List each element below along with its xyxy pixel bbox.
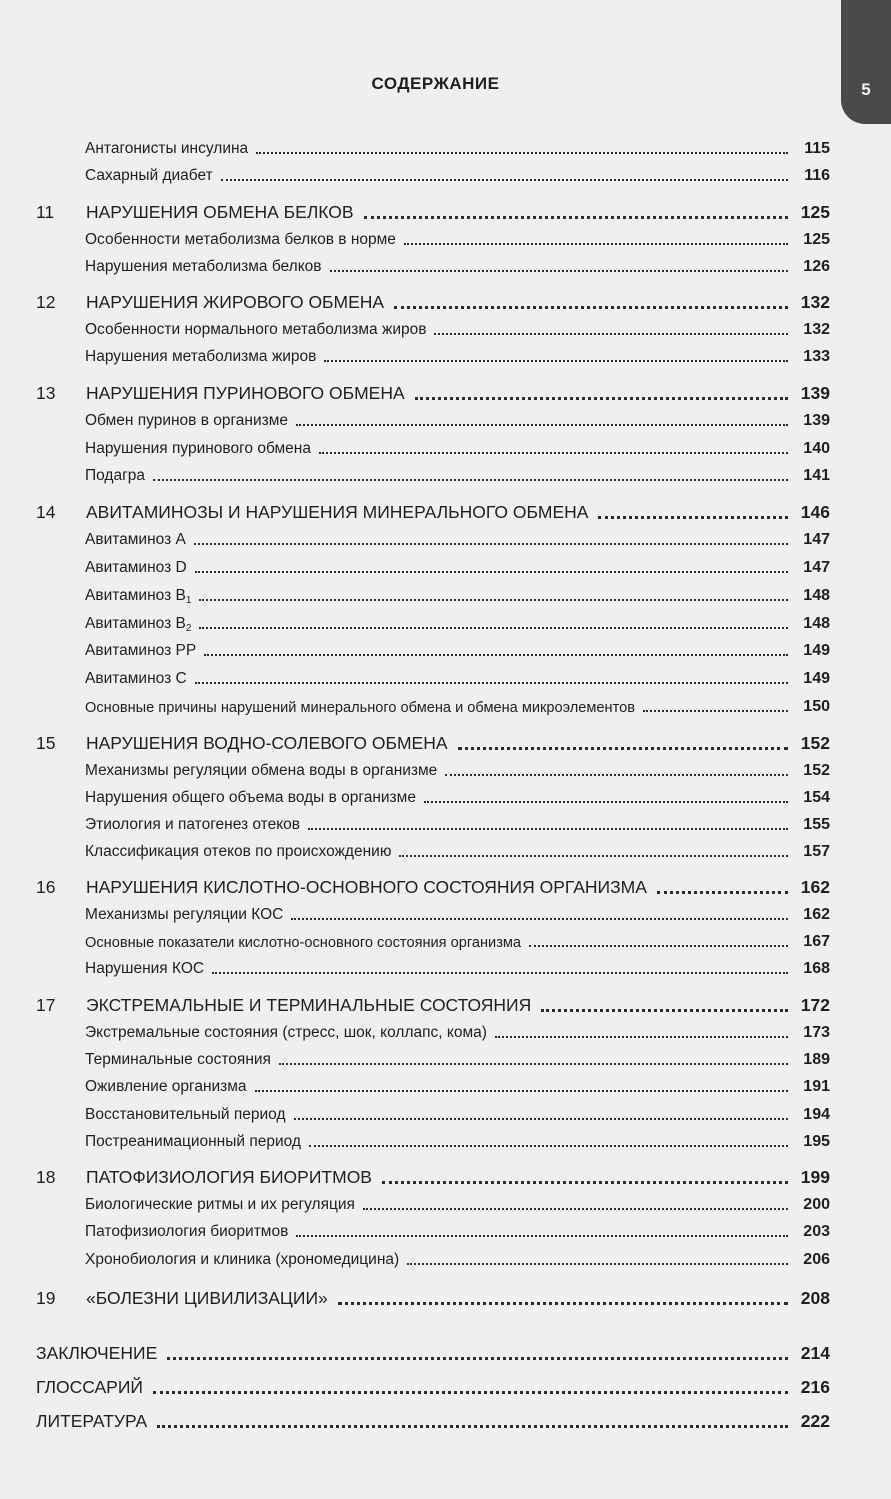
toc-subentry[interactable] <box>85 933 830 951</box>
dot-leader <box>194 543 788 545</box>
entry-page: 150 <box>803 698 830 715</box>
dot-leader <box>279 1063 788 1065</box>
entry-label: Нарушения пуринового обмена <box>85 440 311 457</box>
dot-leader <box>212 972 788 974</box>
entry-page: 149 <box>803 670 830 687</box>
toc-backmatter-literature[interactable] <box>36 1411 830 1432</box>
entry-page: 148 <box>803 615 830 632</box>
entry-label: Экстремальные состояния (стресс, шок, коллапс, кома) <box>85 1024 487 1041</box>
chapter-number: 16 <box>36 877 56 897</box>
chapter-title: ПАТОФИЗИОЛОГИЯ БИОРИТМОВ <box>86 1167 372 1187</box>
toc-subentry[interactable] <box>85 587 830 605</box>
dot-leader <box>296 424 788 426</box>
dot-leader <box>153 479 788 481</box>
dot-leader <box>296 1235 788 1237</box>
chapter-number: 19 <box>36 1288 56 1308</box>
chapter-number: 12 <box>36 292 56 312</box>
toc-chapter[interactable] <box>36 1288 830 1309</box>
entry-label: Нарушения КОС <box>85 960 205 977</box>
entry-label: Постреанимационный период <box>85 1133 301 1150</box>
toc-subentry[interactable] <box>85 698 830 716</box>
dot-leader <box>363 1208 788 1210</box>
entry-label: Особенности метаболизма белков в норме <box>85 231 396 248</box>
entry-label: Особенности нормального метаболизма жиров <box>85 321 427 338</box>
entry-label: Механизмы регуляции обмена воды в организме <box>85 762 438 779</box>
entry-page: 149 <box>803 642 830 659</box>
entry-label: Нарушения метаболизма жиров <box>85 348 317 365</box>
toc-subentry[interactable] <box>85 231 830 249</box>
dot-leader <box>195 571 788 573</box>
toc-subentry[interactable] <box>85 1251 830 1269</box>
dot-leader <box>415 397 788 400</box>
entry-label: Этиология и патогенез отеков <box>85 816 301 833</box>
toc-subentry[interactable] <box>85 1024 830 1042</box>
dot-leader <box>434 333 788 335</box>
chapter-title: ЭКСТРЕМАЛЬНЫЕ И ТЕРМИНАЛЬНЫЕ СОСТОЯНИЯ <box>86 995 532 1015</box>
dot-leader <box>424 801 788 803</box>
toc-subentry[interactable] <box>85 321 830 339</box>
entry-label: Сахарный диабет <box>85 167 213 184</box>
entry-label: Авитаминоз $B_2$ <box>85 615 192 634</box>
chapter-title: НАРУШЕНИЯ КИСЛОТНО-ОСНОВНОГО СОСТОЯНИЯ ОРГАНИЗМА <box>86 877 647 897</box>
toc-chapter[interactable] <box>36 292 830 313</box>
entry-label: Оживление организма <box>85 1078 247 1095</box>
entry-page: 191 <box>803 1078 830 1095</box>
entry-label: Патофизиология биоритмов <box>85 1223 289 1240</box>
chapter-page: 125 <box>800 202 830 222</box>
subscript: 2 <box>185 623 192 634</box>
toc-subentry[interactable] <box>85 140 830 158</box>
dot-leader <box>167 1357 788 1360</box>
dot-leader <box>495 1036 788 1038</box>
entry-page: 148 <box>803 587 830 604</box>
entry-page: 133 <box>803 348 830 365</box>
toc-subentry[interactable] <box>85 440 830 458</box>
entry-page: 152 <box>803 762 830 779</box>
entry-label: ЗАКЛЮЧЕНИЕ <box>36 1343 158 1363</box>
toc-backmatter-conclusion[interactable] <box>36 1343 830 1364</box>
entry-page: 155 <box>803 816 830 833</box>
chapter-title: АВИТАМИНОЗЫ И НАРУШЕНИЯ МИНЕРАЛЬНОГО ОБМЕНА <box>86 502 589 522</box>
entry-label: ЛИТЕРАТУРА <box>36 1411 148 1431</box>
dot-leader <box>199 599 788 601</box>
toc-chapter[interactable] <box>36 383 830 404</box>
toc-subentry[interactable] <box>85 348 830 366</box>
entry-page: 173 <box>803 1024 830 1041</box>
dot-leader <box>153 1391 788 1394</box>
entry-page: 167 <box>803 933 830 950</box>
toc-subentry[interactable] <box>85 531 830 549</box>
entry-label: Антагонисты инсулина <box>85 140 249 157</box>
entry-page: 222 <box>800 1411 830 1431</box>
toc-subentry[interactable] <box>85 1196 830 1214</box>
toc-backmatter-glossary[interactable] <box>36 1377 830 1398</box>
entry-page: 195 <box>803 1133 830 1150</box>
dot-leader <box>399 855 788 857</box>
dot-leader <box>324 360 788 362</box>
chapter-page: 152 <box>800 733 830 753</box>
chapter-number: 18 <box>36 1167 56 1187</box>
entry-page: 203 <box>803 1223 830 1240</box>
toc-subentry[interactable] <box>85 258 830 276</box>
entry-page: 214 <box>800 1343 830 1363</box>
chapter-title: НАРУШЕНИЯ ВОДНО-СОЛЕВОГО ОБМЕНА <box>86 733 448 753</box>
entry-label: Авитаминоз PP <box>85 642 197 659</box>
dot-leader <box>157 1425 788 1428</box>
entry-page: 216 <box>800 1377 830 1397</box>
entry-page: 115 <box>804 140 830 157</box>
entry-label: Терминальные состояния <box>85 1051 271 1068</box>
entry-label: Нарушения метаболизма белков <box>85 258 322 275</box>
dot-leader <box>330 270 788 272</box>
dot-leader <box>541 1009 788 1012</box>
toc-chapter[interactable] <box>36 733 830 754</box>
entry-page: 206 <box>803 1251 830 1268</box>
entry-page: 139 <box>803 412 830 429</box>
toc-subentry[interactable] <box>85 1078 830 1096</box>
toc-chapter[interactable] <box>36 995 830 1016</box>
entry-label: Основные причины нарушений минерального обмена и обмена микроэлементов <box>85 700 635 716</box>
entry-label: Восстановительный период <box>85 1106 286 1123</box>
entry-label: Обмен пуринов в организме <box>85 412 289 429</box>
entry-label: Нарушения общего объема воды в организме <box>85 789 416 806</box>
toc-subentry[interactable] <box>85 167 830 185</box>
entry-page: 162 <box>803 906 830 923</box>
entry-label: Биологические ритмы и их регуляция <box>85 1196 355 1213</box>
toc-subentry[interactable] <box>85 670 830 688</box>
chapter-title: НАРУШЕНИЯ ПУРИНОВОГО ОБМЕНА <box>86 383 405 403</box>
toc-chapter[interactable] <box>36 1167 830 1188</box>
toc-subentry[interactable] <box>85 1133 830 1151</box>
entry-page: 154 <box>803 789 830 806</box>
toc-subentry[interactable] <box>85 960 830 978</box>
entry-label: Авитаминоз D <box>85 559 187 576</box>
dot-leader <box>458 747 788 750</box>
entry-page: 125 <box>803 231 830 248</box>
toc-subentry[interactable] <box>85 906 830 924</box>
entry-page: 189 <box>803 1051 830 1068</box>
toc-subentry[interactable] <box>85 762 830 780</box>
entry-label: ГЛОССАРИЙ <box>36 1377 143 1397</box>
entry-label: Механизмы регуляции КОС <box>85 906 284 923</box>
toc-subentry[interactable] <box>85 642 830 660</box>
toc-subentry[interactable] <box>85 559 830 577</box>
dot-leader <box>195 682 788 684</box>
chapter-page: 146 <box>800 502 830 522</box>
dot-leader <box>221 179 788 181</box>
dot-leader <box>204 654 788 656</box>
entry-page: 126 <box>803 258 830 275</box>
toc-subentry[interactable] <box>85 1106 830 1124</box>
chapter-number: 11 <box>36 202 55 222</box>
page-title: СОДЕРЖАНИЕ <box>371 74 500 93</box>
chapter-number: 13 <box>36 383 56 403</box>
dot-leader <box>338 1302 788 1305</box>
entry-label: Авитаминоз A <box>85 531 186 548</box>
dot-leader <box>445 774 788 776</box>
chapter-title: «БОЛЕЗНИ ЦИВИЛИЗАЦИИ» <box>86 1288 328 1308</box>
dot-leader <box>364 216 788 219</box>
entry-page: 132 <box>803 321 830 338</box>
entry-page: 141 <box>803 467 830 484</box>
toc-chapter[interactable] <box>36 877 830 898</box>
page-number: 5 <box>861 80 871 99</box>
dot-leader <box>309 1145 788 1147</box>
entry-page: 147 <box>803 559 830 576</box>
dot-leader <box>529 945 788 947</box>
dot-leader <box>598 516 788 519</box>
dot-leader <box>643 710 788 712</box>
chapter-page: 172 <box>800 995 830 1015</box>
dot-leader <box>657 891 788 894</box>
entry-page: 147 <box>803 531 830 548</box>
entry-page: 157 <box>803 843 830 860</box>
dot-leader <box>294 1118 788 1120</box>
entry-label: Подагра <box>85 467 145 484</box>
subscript: 1 <box>185 595 192 606</box>
chapter-page: 199 <box>800 1167 830 1187</box>
dot-leader <box>382 1181 788 1184</box>
dot-leader <box>199 627 788 629</box>
dot-leader <box>256 152 788 154</box>
toc-chapter[interactable] <box>36 202 830 223</box>
chapter-page: 208 <box>800 1288 830 1308</box>
dot-leader <box>407 1263 788 1265</box>
chapter-number: 15 <box>36 733 56 753</box>
toc-subentry[interactable] <box>85 615 830 633</box>
toc-subentry[interactable] <box>85 412 830 430</box>
chapter-title: НАРУШЕНИЯ ЖИРОВОГО ОБМЕНА <box>86 292 385 312</box>
dot-leader <box>308 828 788 830</box>
entry-page: 168 <box>803 960 830 977</box>
chapter-page: 132 <box>800 292 830 312</box>
dot-leader <box>255 1090 788 1092</box>
chapter-number: 17 <box>36 995 56 1015</box>
entry-page: 194 <box>803 1106 830 1123</box>
toc-subentry[interactable] <box>85 1223 830 1241</box>
toc-subentry[interactable] <box>85 843 830 861</box>
entry-page: 140 <box>803 440 830 457</box>
toc-subentry[interactable] <box>85 789 830 807</box>
entry-label: Авитаминоз C <box>85 670 187 687</box>
dot-leader <box>394 306 788 309</box>
entry-page: 200 <box>803 1196 830 1213</box>
entry-label: Хронобиология и клиника (хрономедицина) <box>85 1251 400 1268</box>
dot-leader <box>319 452 788 454</box>
entry-label: Авитаминоз $B_1$ <box>85 587 192 606</box>
entry-page: 116 <box>804 167 830 184</box>
chapter-page: 139 <box>800 383 830 403</box>
dot-leader <box>291 918 788 920</box>
dot-leader <box>404 243 788 245</box>
toc-subentry[interactable] <box>85 816 830 834</box>
chapter-title: НАРУШЕНИЯ ОБМЕНА БЕЛКОВ <box>86 202 354 222</box>
entry-label: Классификация отеков по происхождению <box>85 843 392 860</box>
toc-subentry[interactable] <box>85 1051 830 1069</box>
toc-chapter[interactable] <box>36 502 830 523</box>
chapter-page: 162 <box>800 877 830 897</box>
entry-label: Основные показатели кислотно-основного состояния организма <box>85 935 522 951</box>
toc-subentry[interactable] <box>85 467 830 485</box>
chapter-number: 14 <box>36 502 56 522</box>
